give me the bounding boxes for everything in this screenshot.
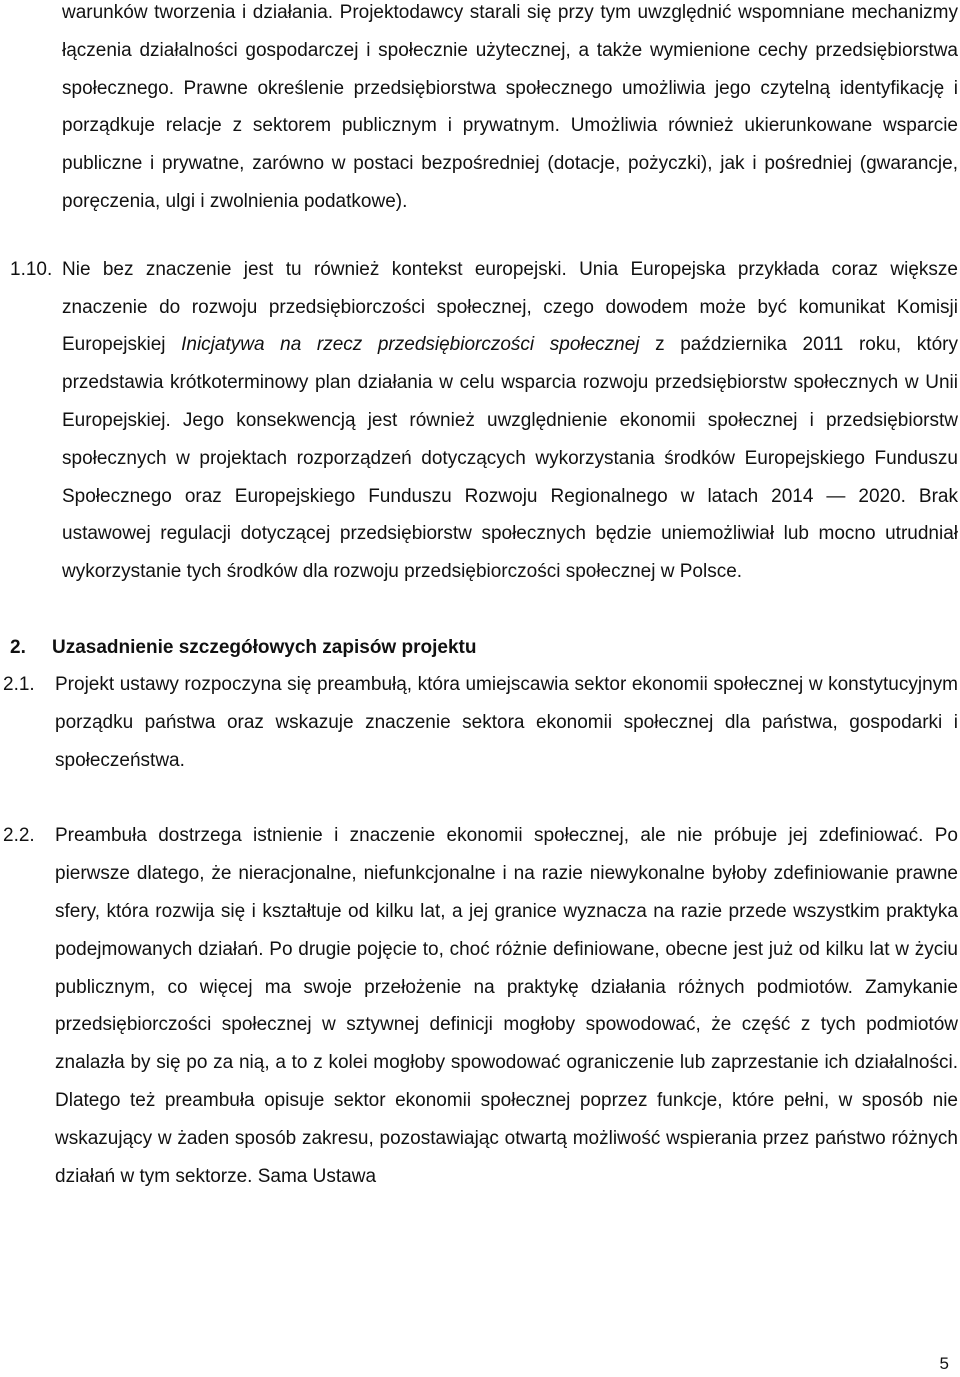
section-1-10 [10,251,958,591]
item-number: 2.1. [3,673,35,695]
section-number: 1.10. [10,258,53,280]
heading-title: Uzasadnienie szczegółowych zapisów projektu [52,636,477,658]
item-text: Projekt ustawy rozpoczyna się preambułą, która umiejscawia sektor ekonomii społecznej w konstytucyjnym porządku państwa oraz wskazuje znaczenie sektora ekonomii społecznej dla państwa, gospodarki i społeczeństwa. [55,673,958,771]
item-2-2 [3,817,958,1195]
paragraph-intro: warunków tworzenia i działania. Projektodawcy starali się przy tym uwzględnić wspomniane mechanizmy łączenia działalności gospodarczej i społecznie użytecznej, a także wymienione cechy przedsiębiorstwa społecznego. Prawne określenie przedsiębiorstwa społecznego umożliwia jego czytelną identyfikację i porządkuje relacje z sektorem publicznym i prywatnym. Umożliwia również ukierunkowane wsparcie publiczne i prywatne, zarówno w postaci bezpośredniej (dotacje, pożyczki), jak i pośredniej (gwarancje, poręczenia, ulgi i zwolnienia podatkowe). [62,2,958,212]
document-page [3,0,958,1195]
item-2-1 [3,666,958,779]
heading-number: 2. [10,636,26,658]
item-text: Preambuła dostrzega istnienie i znaczenie ekonomii społecznej, ale nie próbuje jej zdefiniować. Po pierwsze dlatego, że nieracjonalne, niefunkcjonalne i na razie niewykonalne byłoby zdefiniowanie prawne sfery, która rozwija się i kształtuje od kilku lat, a jej granice wyznacza na razie przede wszystkim praktyka podejmowanych działań. Po drugie pojęcie to, choć różnie definiowane, obecne jest już od kilku lat w życiu publicznym, co więcej ma swoje przełożenie na praktykę działania różnych podmiotów. Zamykanie przedsiębiorczości społecznej w sztywnej definicji mogłoby spowodować, że część z tych podmiotów znalazła by się po za nią, a to z kolei mogłoby spowodować ograniczenie lub zaprzestanie ich działalności. Dlatego też preambuła opisuje sektor ekonomii społecznej poprzez funkcje, które pełni, w sposób nie wskazujący w żaden sposób zakresu, pozostawiając otwartą możliwość wspierania przez państwo różnych działań w tym sektorze. Sama Ustawa [55,825,958,1187]
section-text-part2: z października 2011 roku, który przedstawia krótkoterminowy plan działania w celu wsparcia rozwoju przedsiębiorstw społecznych w Unii Europejskiej. Jego konsekwencją jest również uwzględnienie ekonomii społecznej i przedsiębiorstw społecznych w projektach rozporządzeń dotyczących wykorzystania środków Europejskiego Funduszu Społecznego oraz Europejskiego Funduszu Rozwoju Regionalnego w latach 2014 — 2020. Brak ustawowej regulacji dotyczącej przedsiębiorstw społecznych będzie uniemożliwiał lub mocno utrudniał wykorzystanie tych środków dla rozwoju przedsiębiorczości społecznej w Polsce. [62,334,958,583]
document-title-italic: Inicjatywa na rzecz przedsiębiorczości społecznej [181,334,640,356]
section-text-part1: Nie bez znaczenie jest tu również kontekst europejski. Unia Europejska przykłada coraz większe znaczenie do rozwoju przedsiębiorczości społecznej, czego dowodem może być komunikat Komisji Europejskiej [62,258,958,356]
item-number: 2.2. [3,825,35,847]
section-heading [10,629,958,666]
page-number: 5 [939,1354,949,1373]
